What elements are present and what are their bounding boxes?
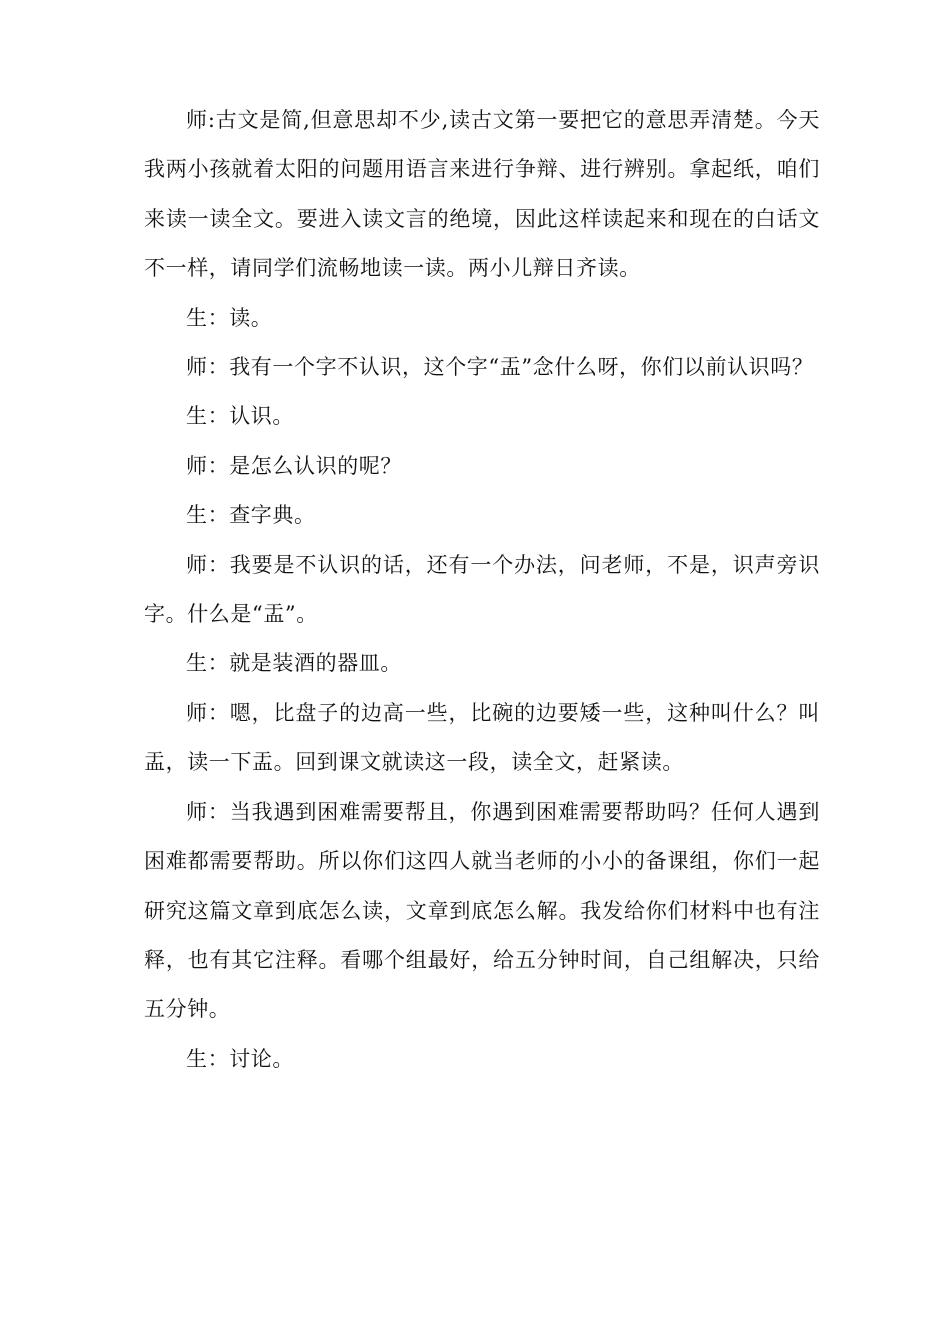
paragraph-teacher-explain: 师：嗯，比盘子的边高一些，比碗的边要矮一些，这种叫什么？叫盂，读一下盂。回到课文就读这一段，读全文，赶紧读。 [144, 700, 820, 775]
paragraph-teacher-method: 师：我要是不认识的话，还有一个办法，问老师，不是，识声旁识字。什么是“盂”。 [144, 552, 820, 627]
paragraph-teacher-how: 师：是怎么认识的呢？ [186, 453, 402, 478]
paragraph-student-recognize: 生：认识。 [186, 404, 294, 429]
paragraph-student-vessel: 生：就是装酒的器皿。 [186, 651, 402, 676]
document-body [144, 96, 820, 1084]
paragraph-student-dictionary: 生：查字典。 [186, 503, 316, 528]
paragraph-teacher-group: 师：当我遇到困难需要帮且，你遇到困难需要帮助吗？任何人遇到困难都需要帮助。所以你们这四人就当老师的小小的备课组，你们一起研究这篇文章到底怎么读，文章到底怎么解。我发给你们材料中也有注释，也有其它注释。看哪个组最好，给五分钟时间，自己组解决，只给五分钟。 [144, 799, 820, 1022]
paragraph-student-discuss: 生：讨论。 [186, 1046, 294, 1071]
paragraph-teacher-intro: 师:古文是简,但意思却不少,读古文第一要把它的意思弄清楚。今天我两小孩就着太阳的问题用语言来进行争辩、进行辨别。拿起纸，咱们来读一读全文。要进入读文言的绝境，因此这样读起来和现在的白话文不一样，请同学们流畅地读一读。两小儿辩日齐读。 [144, 108, 820, 281]
paragraph-student-read: 生：读。 [186, 305, 273, 330]
paragraph-teacher-question: 师：我有一个字不认识，这个字“盂”念什么呀，你们以前认识吗？ [186, 355, 814, 380]
